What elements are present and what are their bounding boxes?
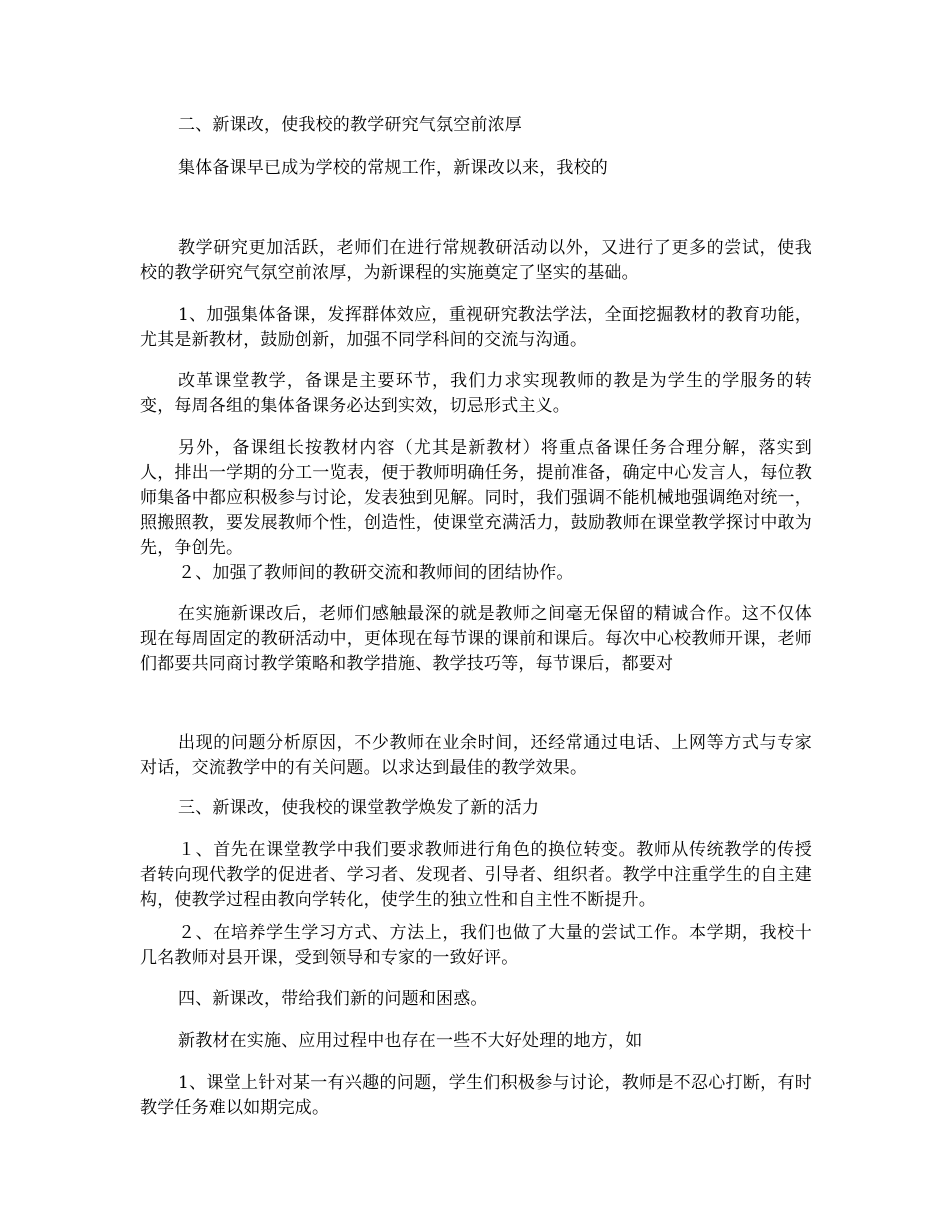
- paragraph: 另外，备课组长按教材内容（尤其是新教材）将重点备课任务合理分解，落实到人，排出一学期的分工一览表，便于教师明确任务，提前准备，确定中心发言人，每位教师集备中都应积极参与讨论，发表独到见解。同时，我们强调不能机械地强调绝对统一，照搬照教，要发展教师个性，创造性，使课堂充满活力，鼓励教师在课堂教学探讨中敢为先，争创先。: [140, 438, 812, 558]
- list-item-1: １、首先在课堂教学中我们要求教师进行角色的换位转变。教师从传统教学的传授者转向现代教学的促进者、学习者、发现者、引导者、组织者。教学中注重学生的自主建构，使教学过程由教向学转化，使学生的独立性和自主性不断提升。: [140, 840, 812, 910]
- list-item-2: ２、在培养学生学习方式、方法上，我们也做了大量的尝试工作。本学期，我校十几名教师对县开课，受到领导和专家的一致好评。: [140, 923, 812, 968]
- list-item-2: ２、加强了教师间的教研交流和教师间的团结协作。: [178, 563, 574, 583]
- section-heading-4: 四、新课改，带给我们新的问题和困惑。: [178, 989, 488, 1009]
- paragraph: 出现的问题分析原因，不少教师在业余时间，还经常通过电话、上网等方式与专家对话，交流教学中的有关问题。以求达到最佳的教学效果。: [140, 733, 812, 778]
- list-item-1: 1、课堂上针对某一有兴趣的问题，学生们积极参与讨论，教师是不忍心打断，有时教学任务难以如期完成。: [140, 1073, 812, 1118]
- section-heading-3: 三、新课改，使我校的课堂教学焕发了新的活力: [178, 798, 540, 818]
- list-item-1: 1、加强集体备课，发挥群体效应，重视研究教法学法，全面挖掘教材的教育功能，尤其是新教材，鼓励创新，加强不同学科间的交流与沟通。: [140, 305, 812, 350]
- paragraph: 新教材在实施、应用过程中也存在一些不大好处理的地方，如: [178, 1031, 643, 1051]
- paragraph: 集体备课早已成为学校的常规工作，新课改以来，我校的: [178, 158, 608, 178]
- section-heading-2: 二、新课改，使我校的教学研究气氛空前浓厚: [178, 115, 522, 135]
- paragraph: 教学研究更加活跃，老师们在进行常规教研活动以外，又进行了更多的尝试，使我校的教学研究气氛空前浓厚，为新课程的实施奠定了坚实的基础。: [140, 238, 812, 283]
- paragraph: 改革课堂教学，备课是主要环节，我们力求实现教师的教是为学生的学服务的转变，每周各组的集体备课务必达到实效，切忌形式主义。: [140, 371, 812, 416]
- paragraph: 在实施新课改后，老师们感触最深的就是教师之间毫无保留的精诚合作。这不仅体现在每周固定的教研活动中，更体现在每节课的课前和课后。每次中心校教师开课，老师们都要共同商讨教学策略和教学措施、教学技巧等，每节课后，都要对: [140, 604, 812, 674]
